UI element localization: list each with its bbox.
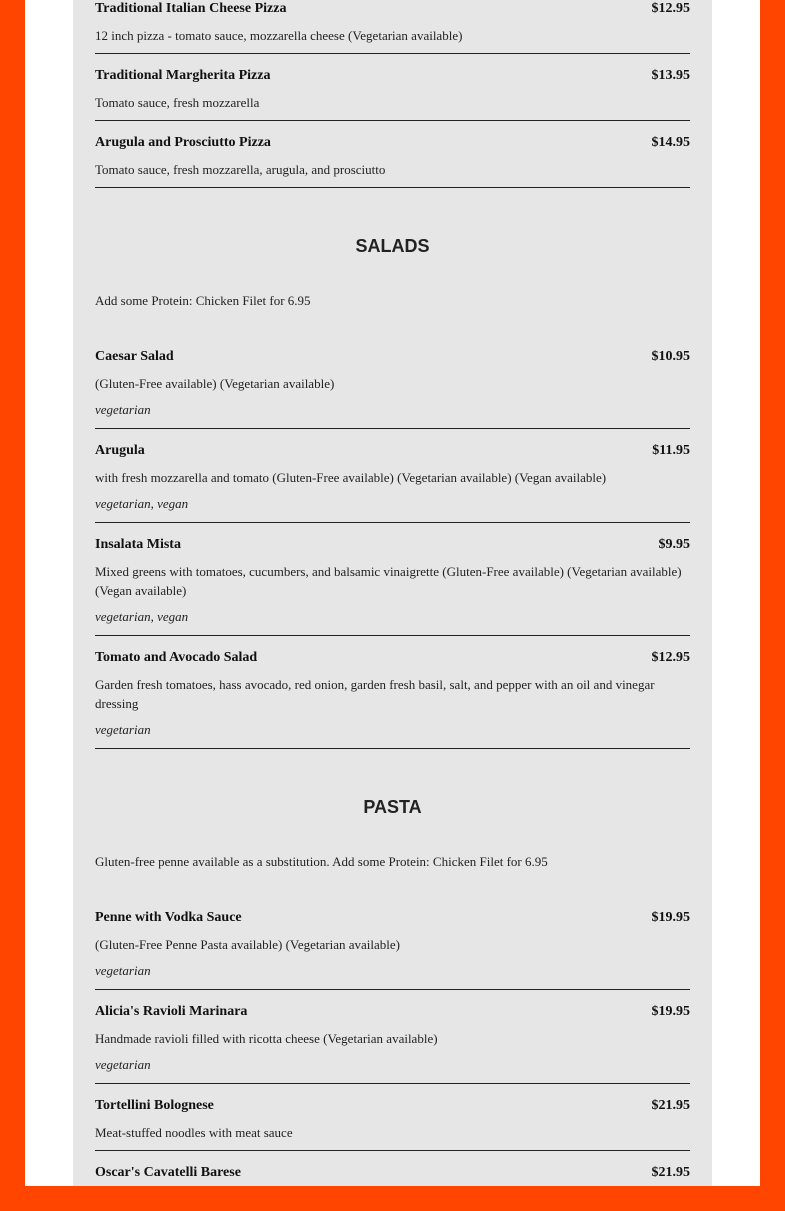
item-price: $10.95: [651, 349, 690, 364]
item-price: $13.95: [651, 68, 690, 83]
menu-item: [95, 990, 690, 1084]
salads-section: [95, 236, 690, 257]
item-description: Garden fresh tomatoes, hass avocado, red onion, garden fresh basil, salt, and pepper with an oil and vinegar dressing: [95, 677, 655, 711]
menu-item: [95, 1084, 690, 1151]
item-description: 12 inch pizza - tomato sauce, mozzarella cheese (Vegetarian available): [95, 28, 463, 43]
menu-item: [95, 335, 690, 429]
item-price: $12.95: [651, 650, 690, 665]
menu-item: [95, 636, 690, 749]
item-name: Tortellini Bolognese: [95, 1098, 214, 1113]
section-title: SALADS: [355, 236, 430, 256]
item-name: Oscar's Cavatelli Barese: [95, 1165, 241, 1180]
menu-item: [95, 1151, 690, 1211]
item-tags: vegetarian, vegan: [95, 496, 189, 511]
salads-list: [95, 335, 690, 749]
item-description: (Gluten-Free available) (Vegetarian available): [95, 376, 335, 391]
menu-item: [95, 429, 690, 523]
section-note: Gluten-free penne available as a substitution. Add some Protein: Chicken Filet for 6.95: [95, 854, 548, 869]
menu-item: [95, 54, 690, 121]
item-description: Meat-stuffed noodles with meat sauce: [95, 1125, 293, 1140]
menu-item: [95, 896, 690, 990]
item-name: Alicia's Ravioli Marinara: [95, 1004, 248, 1019]
item-tags: vegetarian: [95, 963, 151, 978]
item-name: Insalata Mista: [95, 537, 181, 552]
item-name: Penne with Vodka Sauce: [95, 910, 242, 925]
section-title: PASTA: [363, 797, 422, 817]
pasta-list: [95, 896, 690, 1211]
menu-item: [95, 121, 690, 188]
item-name: Tomato and Avocado Salad: [95, 650, 258, 665]
item-name: Arugula: [95, 443, 145, 458]
item-description: Handmade ravioli filled with ricotta cheese (Vegetarian available): [95, 1031, 438, 1046]
item-price: $12.95: [651, 1, 690, 16]
pasta-note: [95, 854, 690, 870]
item-name: Traditional Margherita Pizza: [95, 68, 271, 83]
item-price: $21.95: [651, 1165, 690, 1180]
item-description: Tomato sauce, fresh mozzarella, arugula, and prosciutto: [95, 162, 386, 177]
item-price: $19.95: [651, 910, 690, 925]
item-description: (Gluten-Free Penne Pasta available) (Vegetarian available): [95, 937, 400, 952]
item-price: $9.95: [658, 537, 690, 552]
item-description: with fresh mozzarella and tomato (Gluten-Free available) (Vegetarian available) (Vegan available): [95, 470, 607, 485]
item-name: Arugula and Prosciutto Pizza: [95, 135, 271, 150]
item-name: Caesar Salad: [95, 349, 174, 364]
menu-item: [95, 0, 690, 54]
pasta-section: [95, 797, 690, 818]
item-price: $11.95: [652, 443, 690, 458]
item-name: Traditional Italian Cheese Pizza: [95, 1, 287, 16]
item-price: $19.95: [651, 1004, 690, 1019]
item-description: Mixed greens with tomatoes, cucumbers, and balsamic vinaigrette (Gluten-Free available) (Vegetarian available) (Vegan available): [95, 564, 682, 598]
salads-note: [95, 293, 690, 309]
item-tags: vegetarian: [95, 722, 151, 737]
item-tags: vegetarian, vegan: [95, 609, 189, 624]
item-tags: vegetarian: [95, 402, 151, 417]
section-note: Add some Protein: Chicken Filet for 6.95: [95, 293, 311, 308]
item-description: Tomato sauce, fresh mozzarella: [95, 95, 260, 110]
item-price: $14.95: [651, 135, 690, 150]
item-tags: vegetarian: [95, 1057, 151, 1072]
pizza-list: [95, 0, 690, 188]
item-price: $21.95: [651, 1098, 690, 1113]
menu-item: [95, 523, 690, 636]
